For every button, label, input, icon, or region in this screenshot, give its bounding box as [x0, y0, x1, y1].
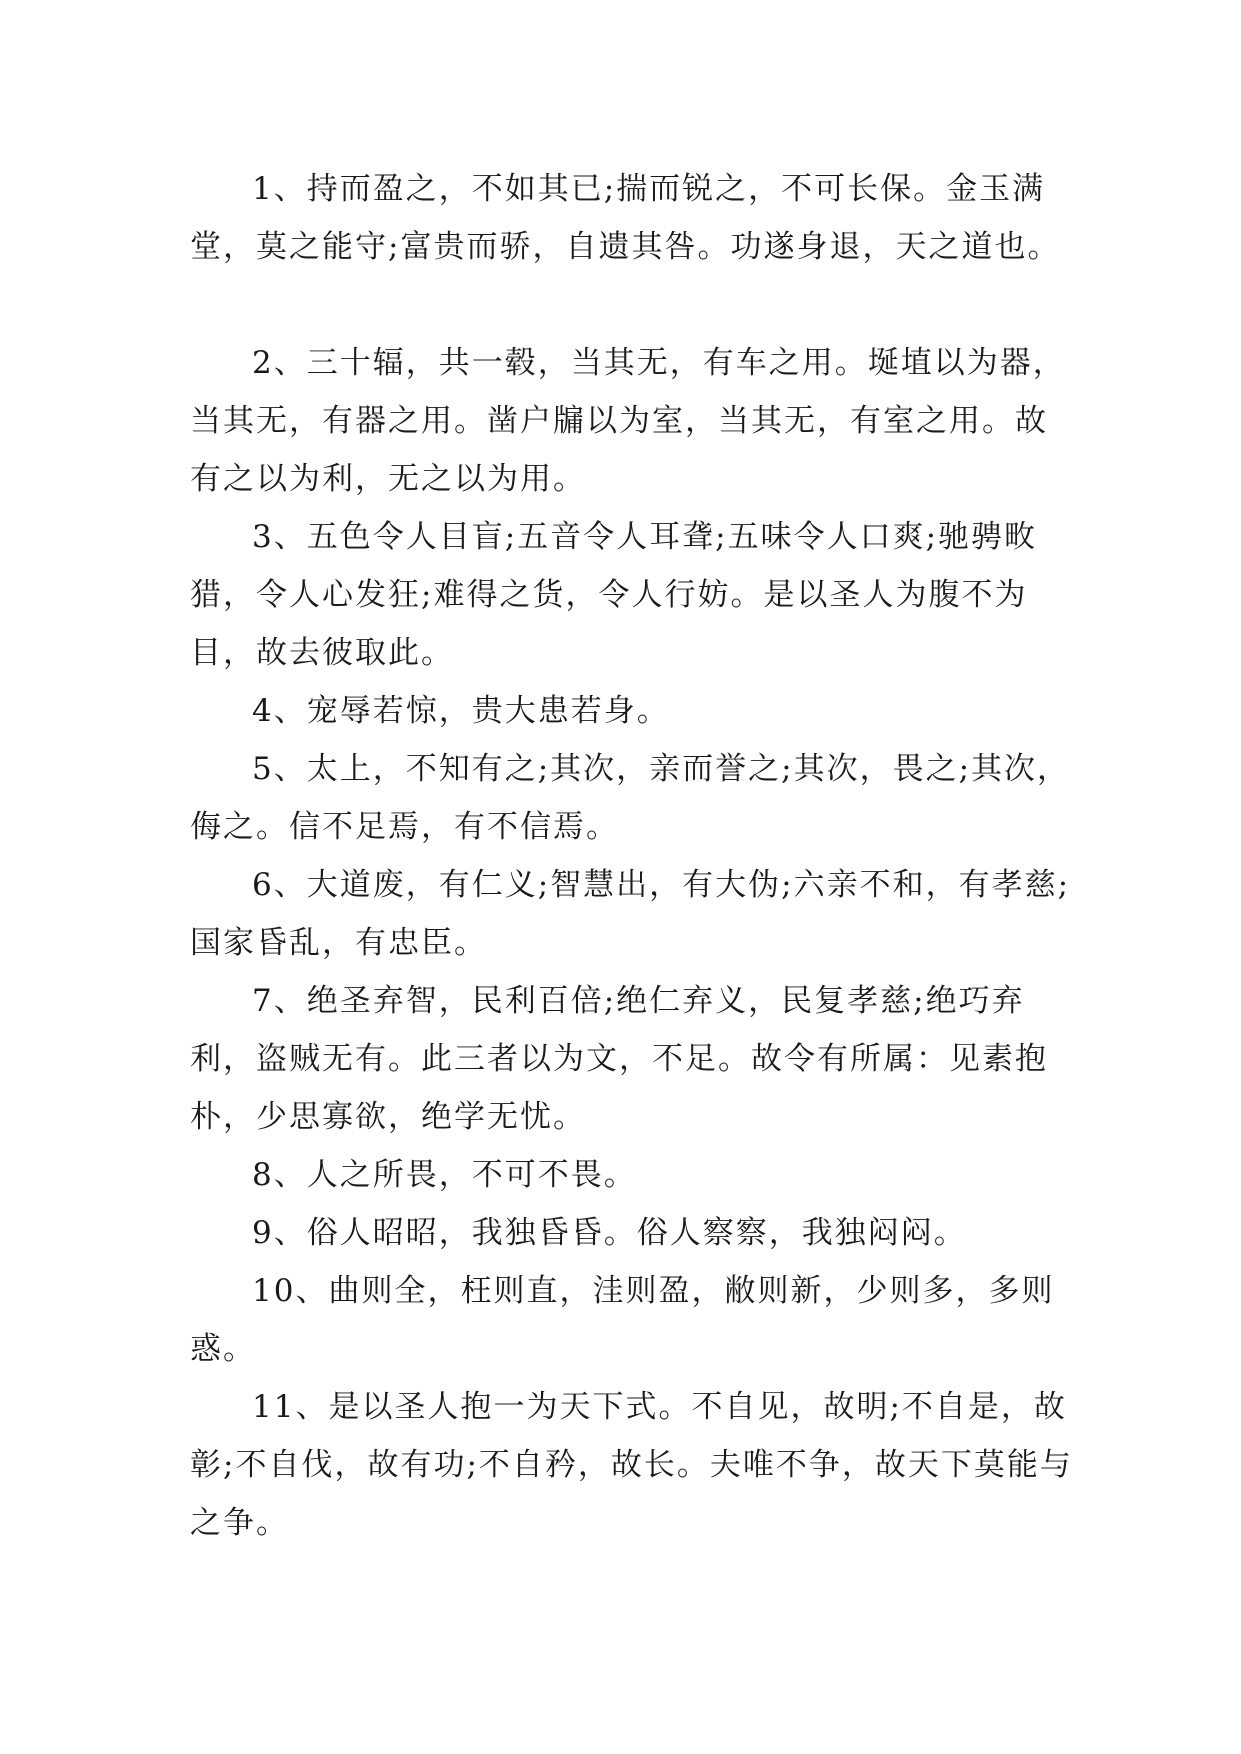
document-body	[190, 160, 1080, 1552]
paragraph-3: 3、五色令人目盲;五音令人耳聋;五味令人口爽;驰骋畋猎，令人心发狂;难得之货，令人行妨。是以圣人为腹不为目，故去彼取此。	[190, 519, 1038, 671]
paragraph-10: 10、曲则全，枉则直，洼则盈，敝则新，少则多，多则惑。	[190, 1273, 1055, 1367]
paragraph-7: 7、绝圣弃智，民利百倍;绝仁弃义，民复孝慈;绝巧弃利，盗贼无有。此三者以为文，不足。故令有所属：见素抱朴，少思寡欲，绝学无忧。	[190, 983, 1048, 1135]
paragraph-6: 6、大道废，有仁义;智慧出，有大伪;六亲不和，有孝慈;国家昏乱，有忠臣。	[190, 867, 1071, 961]
paragraph-2: 2、三十辐，共一毂，当其无，有车之用。埏埴以为器，当其无，有器之用。凿户牖以为室，当其无，有室之用。故有之以为利，无之以为用。	[190, 345, 1066, 497]
paragraph-5: 5、太上，不知有之;其次，亲而誉之;其次，畏之;其次，侮之。信不足焉，有不信焉。	[190, 751, 1071, 845]
paragraph-1: 1、持而盈之，不如其已;揣而锐之，不可长保。金玉满堂，莫之能守;富贵而骄，自遗其咎。功遂身退，天之道也。	[190, 171, 1061, 265]
paragraph-8: 8、人之所畏，不可不畏。	[252, 1157, 637, 1193]
paragraph-11: 11、是以圣人抱一为天下式。不自见，故明;不自是，故彰;不自伐，故有功;不自矜，故长。夫唯不争，故天下莫能与之争。	[190, 1389, 1073, 1541]
paragraph-4: 4、宠辱若惊，贵大患若身。	[252, 693, 670, 729]
paragraph-9: 9、俗人昭昭，我独昏昏。俗人察察，我独闷闷。	[252, 1215, 967, 1251]
